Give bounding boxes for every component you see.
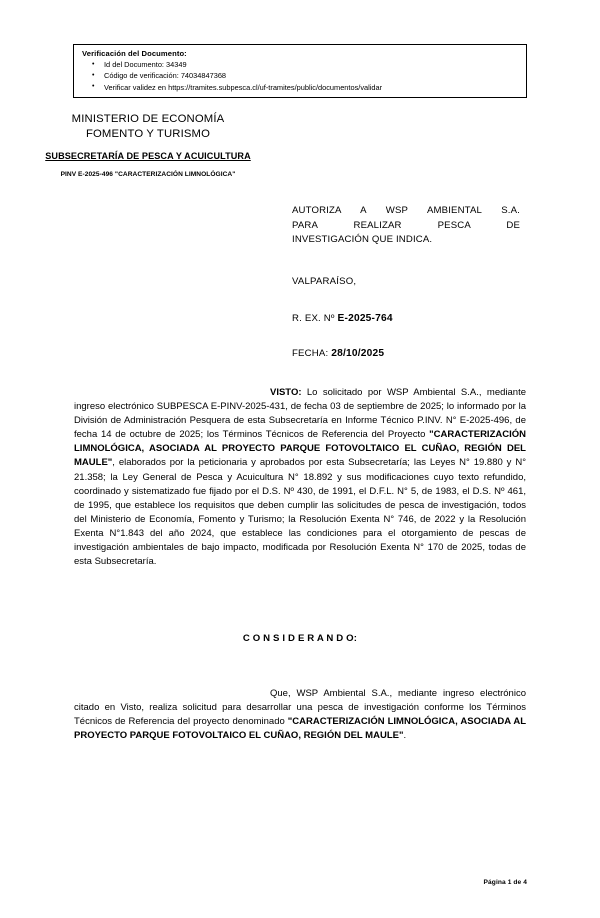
document-subject — [292, 204, 520, 248]
verification-title: Verificación del Documento: — [82, 49, 187, 58]
verification-item-document-id: • Id del Documento: 34349 — [104, 59, 526, 70]
ministry-line-2: FOMENTO Y TURISMO — [85, 127, 211, 140]
subsecretaria-heading: SUBSECRETARÍA DE PESCA Y ACUICULTURA — [45, 151, 251, 162]
considerando-text-part-1: Que, WSP Ambiental S.A., mediante ingreso electrónico citado en Visto, realiza solicitud para desarrollar una pesca de investigación conforme los Términos Técnicos de Referencia del proyecto denominado — [74, 688, 526, 728]
subject-line-2: PARA REALIZAR PESCA DE — [292, 219, 520, 231]
resolution-number-label: R. EX. Nº — [292, 313, 335, 324]
issue-date-label: FECHA: — [292, 348, 329, 359]
visto-paragraph — [74, 386, 526, 569]
verification-item-url: • Verificar validez en https://tramites.subpesca.cl/uf-tramites/public/documentos/validar — [104, 82, 526, 93]
issue-place: VALPARAÍSO, — [292, 276, 357, 287]
subject-line-3: INVESTIGACIÓN QUE INDICA. — [292, 234, 433, 246]
pinv-reference: PINV E-2025-496 "CARACTERIZACIÓN LIMNOLÓGICA" — [60, 170, 236, 178]
letterhead — [32, 112, 264, 179]
issue-date-line — [292, 348, 384, 359]
considerando-text-part-2: . — [403, 730, 407, 742]
considerando-project-title: "CARACTERIZACIÓN LIMNOLÓGICA, ASOCIADA AL PROYECTO PARQUE FOTOVOLTAICO EL CUÑAO, REGIÓN DEL MAULE" — [74, 716, 527, 742]
page-number: Página 1 de 4 — [483, 879, 527, 886]
resolution-number-value: E-2025-764 — [337, 313, 393, 324]
resolution-number-line — [292, 313, 393, 324]
verification-item-code: • Código de verificación: 74034847368 — [104, 70, 526, 81]
considerando-paragraph — [74, 687, 526, 743]
subject-line-1: AUTORIZA A WSP AMBIENTAL S.A. — [292, 205, 520, 216]
visto-project-title: "CARACTERIZACIÓN LIMNOLÓGICA, ASOCIADA AL PROYECTO PARQUE FOTOVOLTAICO EL CUÑAO, REGIÓN DEL MAULE" — [74, 429, 526, 469]
visto-heading: VISTO: — [270, 387, 302, 398]
visto-text-part-1: Lo solicitado por WSP Ambiental S.A., mediante ingreso electrónico SUBPESCA E-PINV-2025-431, de fecha 03 de septiembre de 2025; lo informado por la División de Administración Pesquera de esta Subsecretaría en Informe Técnico P.INV. N° E-2025-496, de fecha 14 de octubre de 2025; los Términos Técnicos de Referencia del Proyecto — [74, 387, 526, 441]
verification-box — [73, 44, 527, 98]
visto-text-part-2: , elaborados por la peticionaria y aprobados por esta Subsecretaría; las Leyes N° 19.880 y N° 21.358; la Ley General de Pesca y Acuicultura N° 18.892 y sus modificaciones cuyo texto refundido, coordinado y sistematizado fue fijado por el D.S. Nº 430, de 1991, el D.F.L. N° 5, de 1983, el D.S. Nº 461, de 1995, que establece los requisitos que deben cumplir las solicitudes de pesca de investigación, todos del Ministerio de Economía, Fomento y Turismo; la Resolución Exenta N° 746, de 2022 y la Resolución Exenta N°1.843 del año 2024, que establece las condiciones para el otorgamiento de pescas de investigación ambientales de bajo impacto, modificada por Resolución Exenta N° 170 de 2025, todas de esta Subsecretaría. — [74, 457, 526, 568]
verification-list — [74, 59, 526, 93]
issue-date-value: 28/10/2025 — [331, 348, 385, 359]
page-footer — [0, 879, 527, 886]
ministry-line-1: MINISTERIO DE ECONOMÍA — [71, 113, 225, 125]
considerando-heading: C O N S I D E R A N D O: — [242, 633, 358, 644]
